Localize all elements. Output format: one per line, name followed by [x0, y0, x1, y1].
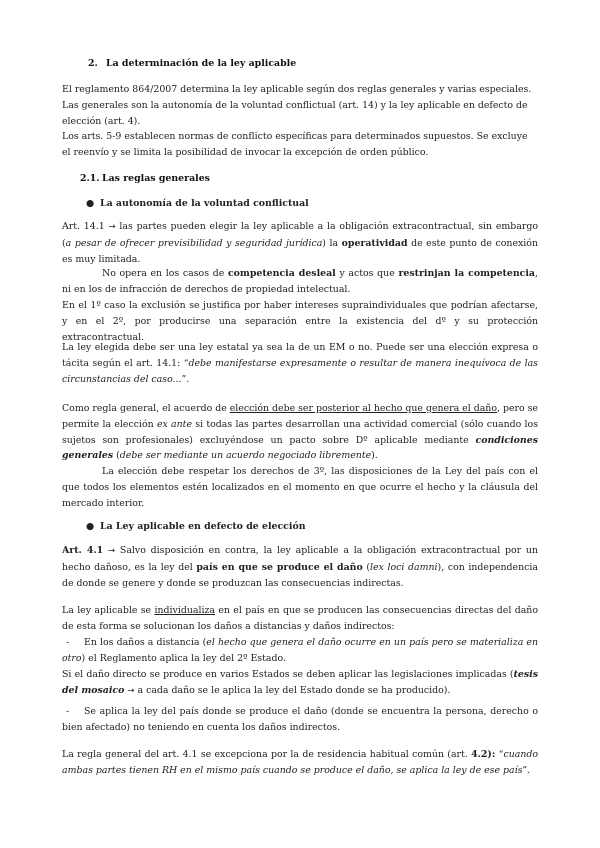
section-title: La determinación de la ley aplicable	[106, 58, 297, 69]
bold-run: competencia desleal	[227, 268, 336, 279]
bullet-icon: ●	[86, 198, 95, 209]
italic-run: lex loci damni	[370, 561, 438, 573]
text-run: En los daños a distancia (	[84, 637, 207, 648]
bullet-heading	[86, 519, 306, 534]
underlined-run: individualiza	[154, 605, 215, 616]
text-run: , pero se permite la elección	[62, 403, 538, 430]
bullet-heading	[86, 196, 309, 211]
text-run: (	[113, 450, 120, 462]
text-run: La regla general del art. 4.1 se excepciona por la de residencia habitual común (art.	[62, 749, 472, 760]
intro-text-1: El reglamento 864/2007 determina la ley aplicable según dos reglas generales y varias especiales. Las generales son la autonomía de la voluntad conflictual (art. 14) y la ley aplicable en defecto de elección (art. 4).	[62, 84, 532, 127]
text-run: si todas las partes desarrollan una actividad comercial (sólo cuando los sujetos son profesionales) excluyéndose un pacto sobre Dº aplicable mediante	[62, 418, 539, 446]
text-run: Como regla general, el acuerdo de	[62, 403, 230, 414]
text-run: ”.	[522, 764, 531, 776]
text-run: Si el daño directo se produce en varios Estados se deben aplicar las legislaciones implicadas (	[62, 669, 514, 680]
text-run: en el país en que se producen las consecuencias directas del daño de esta forma se solucionan los daños a distancias y daños indirectos:	[62, 605, 538, 632]
no-opera-paragraph	[62, 266, 538, 298]
text-run: La elección debe respetar los derechos de 3º, las disposiciones de la Ley del país con el que todos los elementos estén localizados en el momento en que ocurre el hecho y la cláusula del mercado interior.	[62, 466, 538, 509]
subsection-title: Las reglas generales	[102, 173, 210, 184]
list-dash: -	[66, 706, 70, 717]
bold-run: 4.2):	[471, 749, 496, 760]
bold-run: operatividad	[341, 237, 408, 249]
section-number: 2.	[88, 58, 98, 69]
italic-run: debe manifestarse expresamente o resultar de manera inequívoca de las circunstancias del caso...	[62, 357, 538, 385]
indirectos-paragraph	[62, 704, 538, 736]
italic-run: a pesar de ofrecer previsibilidad y seguridad jurídica	[65, 237, 323, 249]
respetar-paragraph	[62, 464, 538, 511]
article-ref: Art. 14.1	[62, 221, 105, 232]
arrow-icon: →	[127, 685, 135, 696]
text-run: “	[495, 749, 504, 760]
intro-text-2: Los arts. 5-9 establecen normas de conflicto específicas para determinados supuestos. Se excluye el reenvío y se limita la posibilidad de invocar la excepción de orden público.	[62, 131, 528, 159]
text-run: ).	[371, 450, 378, 462]
italic-run: ex ante	[156, 418, 192, 430]
intro-paragraph	[62, 82, 538, 161]
section-heading	[88, 56, 564, 72]
art41-paragraph	[62, 543, 538, 591]
text-run: , ni en los de infracción de derechos de propiedad intelectual.	[62, 268, 538, 295]
bullet-title: La autonomía de la voluntad conflictual	[100, 198, 309, 209]
individualiza-paragraph	[62, 603, 538, 635]
italic-run: debe ser mediante un acuerdo negociado libremente	[119, 450, 372, 462]
list-dash: -	[66, 637, 70, 648]
text-run: las partes pueden elegir la ley aplicable a la obligación extracontractual, sin embargo (	[62, 221, 539, 249]
italic-run: el hecho que genera el daño ocurre en un país pero se materializa en otro	[62, 637, 538, 664]
article-ref: Art. 4.1	[62, 545, 104, 556]
subsection-heading	[80, 171, 556, 187]
text-run: Salvo disposición en contra, la ley aplicable a la obligación extracontractual por un hecho dañoso, es la ley del	[62, 545, 538, 573]
bold-run: restrinjan la competencia	[398, 268, 536, 279]
bullet-title: La Ley aplicable en defecto de elección	[100, 521, 306, 532]
text-run: No opera en los casos de	[102, 268, 228, 279]
text-run: y actos que	[335, 268, 399, 279]
text-run: ) el Reglamento aplica la ley del 2º Estado.	[81, 652, 286, 664]
excepciona-paragraph	[62, 747, 538, 779]
distancia-paragraph	[62, 635, 538, 667]
mosaico-paragraph	[62, 667, 538, 700]
acuerdo-paragraph	[62, 401, 538, 464]
bullet-icon: ●	[86, 521, 95, 532]
text-run: La ley aplicable se	[62, 605, 155, 616]
text-run: de este punto de conexión es muy limitada.	[62, 237, 538, 265]
ley-elegida-paragraph	[62, 340, 538, 387]
text-run: a cada daño se le aplica la ley del Estado donde se ha producido).	[134, 684, 451, 696]
bold-run: país en que se produce el daño	[196, 561, 363, 573]
exclusion-paragraph: En el 1º caso la exclusión se justifica por haber intereses supraindividuales que podrían afectarse, y en el 2º, por producirse una separación entre la existencia del dº y su protección extracontractual.	[62, 300, 538, 343]
bold-italic-run: condiciones generales	[62, 434, 538, 462]
arrow-icon: →	[108, 546, 116, 556]
arrow-icon: →	[108, 222, 116, 232]
text-run: La ley elegida debe ser una ley estatal ya sea la de un EM o no. Puede ser una elección expresa o tácita según el art. 14.1: “	[62, 342, 538, 369]
bold-italic-run: tesis del mosaico	[62, 669, 538, 696]
text-run: Se aplica la ley del país donde se produce el daño (donde se encuentra la persona, derecho o bien afectado) no teniendo en cuenta los daños indirectos.	[62, 706, 538, 733]
text-run: ), con independencia de donde se genere y donde se produzcan las consecuencias indirectas.	[62, 561, 538, 589]
art14-paragraph	[62, 219, 538, 267]
text-run: (	[362, 561, 371, 573]
italic-run: cuando ambas partes tienen RH en el mismo país cuando se produce el daño, se aplica la ley de ese país	[62, 749, 539, 776]
subsection-number: 2.1.	[80, 173, 100, 184]
underlined-run: elección debe ser posterior al hecho que genera el daño	[229, 403, 497, 414]
text-run: ”.	[181, 373, 190, 385]
text-run: ) la	[322, 237, 342, 249]
